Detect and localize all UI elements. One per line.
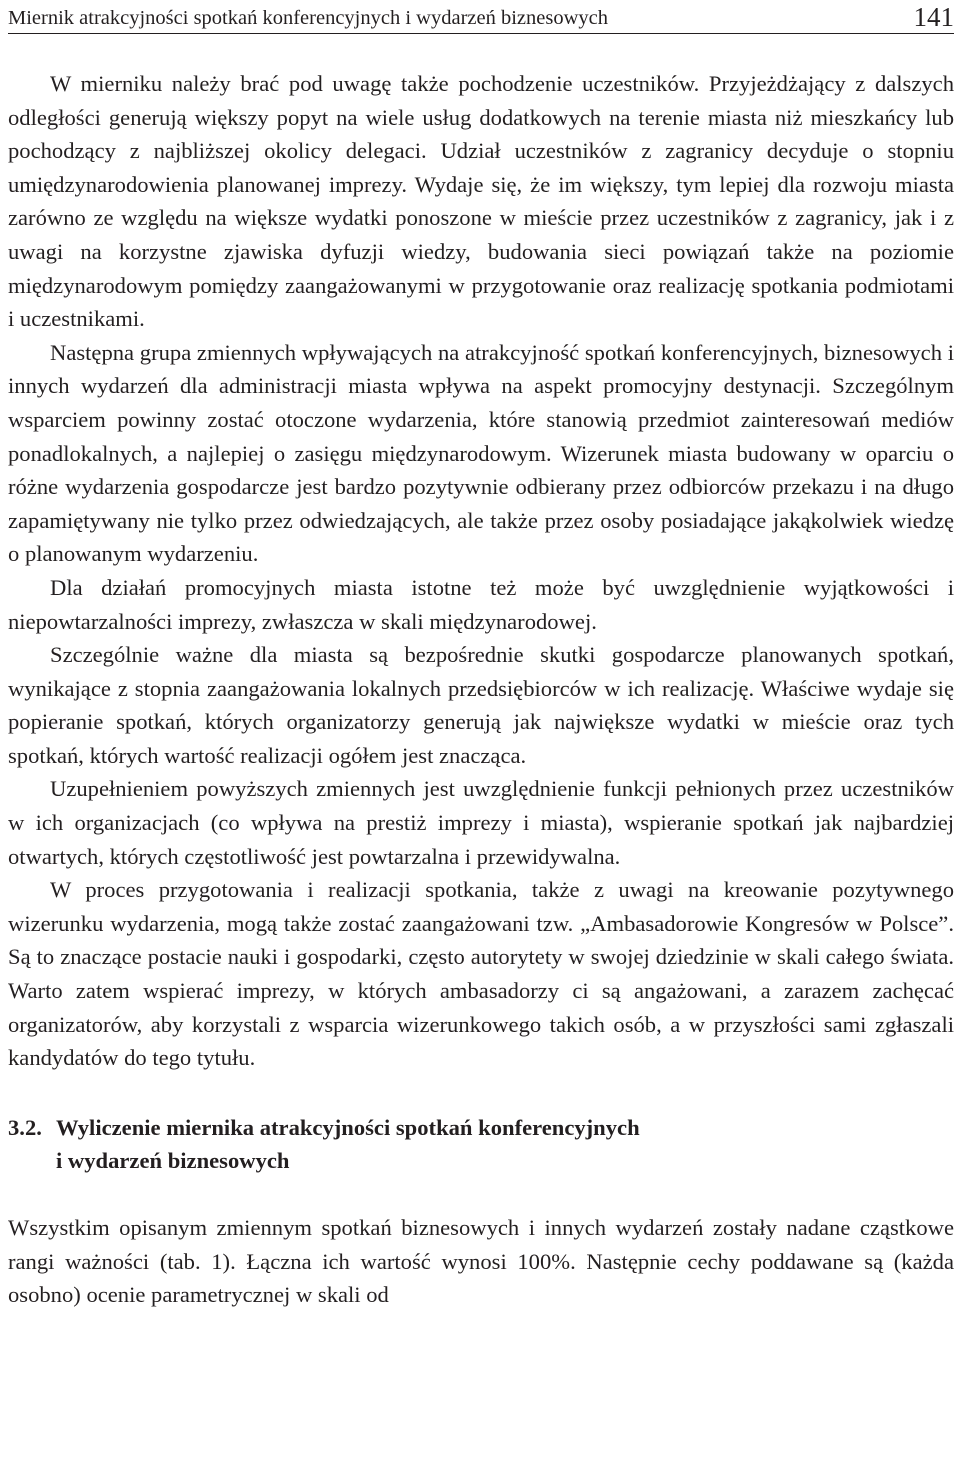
page-number: 141 — [913, 2, 954, 32]
body-text — [8, 67, 954, 1312]
running-header — [8, 0, 954, 34]
document-page — [8, 0, 954, 1312]
section-title-line-2: i wydarzeń biznesowych — [56, 1148, 290, 1174]
section-number: 3.2. — [8, 1114, 42, 1140]
paragraph: W proces przygotowania i realizacji spotkania, także z uwagi na kreowanie pozytywnego wizerunku wydarzenia, mogą także zostać zaangażowani tzw. „Ambasadorowie Kongresów w Polsce”. Są to znaczące postacie nauki i gospodarki, często autorytety w swojej dziedzinie w skali całego świata. Warto zatem wspierać imprezy, w których ambasadorzy ci są angażowani, a zarazem zachęcać organizatorów, aby korzystali z wsparcia wizerunkowego takich osób, a w przyszłości sami zgłaszali kandydatów do tego tytułu. — [8, 877, 954, 1071]
section-title-line-1: Wyliczenie miernika atrakcyjności spotkań konferencyjnych — [56, 1114, 640, 1140]
paragraph: W mierniku należy brać pod uwagę także pochodzenie uczestników. Przyjeżdżający z dalszych odległości generują większy popyt na wiele usług dodatkowych na terenie miasta niż mieszkańcy lub pochodzący z najbliższej okolicy delegaci. Udział uczestników z zagranicy decyduje o stopniu umiędzynarodowienia planowanej imprezy. Wydaje się, że im większy, tym lepiej dla rozwoju miasta zarówno ze względu na większe wydatki ponoszone w mieście przez uczestników z zagranicy, jak i z uwagi na korzystne zjawiska dyfuzji wiedzy, budowania sieci powiązań także na poziomie międzynarodowym pomiędzy zaangażowanymi w przygotowanie oraz realizację spotkania podmiotami i uczestnikami. — [8, 71, 954, 332]
running-title: Miernik atrakcyjności spotkań konferencyjnych i wydarzeń biznesowych — [8, 7, 608, 29]
paragraph: Dla działań promocyjnych miasta istotne też może być uwzględnienie wyjątkowości i niepowtarzalności imprezy, zwłaszcza w skali międzynarodowej. — [8, 574, 954, 634]
section-heading — [8, 1111, 954, 1178]
paragraph: Uzupełnieniem powyższych zmiennych jest uwzględnienie funkcji pełnionych przez uczestników w ich organizacjach (co wpływa na prestiż imprezy i miasta), wspieranie spotkań jak najbardziej otwartych, których częstotliwość jest powtarzalna i przewidywalna. — [8, 776, 954, 869]
paragraph: Szczególnie ważne dla miasta są bezpośrednie skutki gospodarcze planowanych spotkań, wynikające z stopnia zaangażowania lokalnych przedsiębiorców w ich realizację. Właściwe wydaje się popieranie spotkań, których organizatorzy generują jak największe wydatki w mieście oraz tych spotkań, których wartość realizacji ogółem jest znacząca. — [8, 642, 954, 768]
paragraph: Następna grupa zmiennych wpływających na atrakcyjność spotkań konferencyjnych, biznesowych i innych wydarzeń dla administracji miasta wpływa na aspekt promocyjny destynacji. Szczególnym wsparciem powinny zostać otoczone wydarzenia, które stanowią przedmiot zainteresowań mediów ponadlokalnych, a najlepiej o zasięgu międzynarodowym. Wizerunek miasta budowany w oparciu o różne wydarzenia gospodarcze jest bardzo pozytywnie odbierany przez odbiorców przekazu i na długo zapamiętywany nie tylko przez odwiedzających, ale także przez osoby posiadające jakąkolwiek wiedzę o planowanym wydarzeniu. — [8, 339, 954, 567]
section-paragraph: Wszystkim opisanym zmiennym spotkań biznesowych i innych wydarzeń zostały nadane cząstkowe rangi ważności (tab. 1). Łączna ich wartość wynosi 100%. Następnie cechy poddawane są (każda osobno) ocenie parametrycznej w skali od — [8, 1215, 954, 1308]
